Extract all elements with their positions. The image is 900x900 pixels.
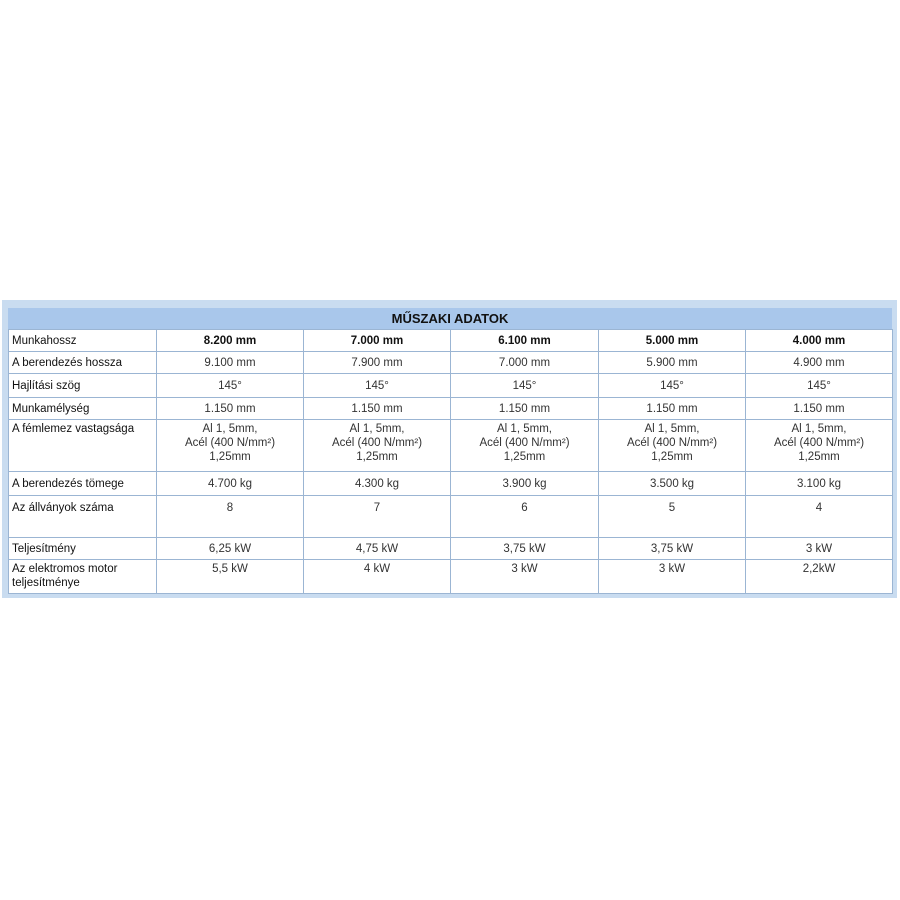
table-row <box>9 398 893 420</box>
cell-line: Acél (400 N/mm²) <box>331 437 423 449</box>
table-cell: 2,2kW <box>746 560 893 594</box>
label-line: teljesítménye <box>12 577 80 589</box>
cell-line: Al 1, 5mm, <box>497 423 552 435</box>
row-label: Munkamélység <box>9 398 157 420</box>
table-cell: 8 <box>157 496 304 538</box>
table-cell: 1.150 mm <box>746 398 893 420</box>
table-cell <box>157 420 304 472</box>
row-label: A fémlemez vastagsága <box>9 420 157 472</box>
table-row <box>9 420 893 472</box>
cell-line: 1,25mm <box>356 451 398 463</box>
cell-line: Acél (400 N/mm²) <box>626 437 718 449</box>
table-row <box>9 496 893 538</box>
table-cell: 4.700 kg <box>157 472 304 496</box>
table-cell: 1.150 mm <box>157 398 304 420</box>
table-row <box>9 560 893 594</box>
table-cell <box>599 420 746 472</box>
table-cell: 5.900 mm <box>599 352 746 374</box>
table-row <box>9 352 893 374</box>
row-label: Hajlítási szög <box>9 374 157 398</box>
row-label: Munkahossz <box>9 330 157 352</box>
table-cell: 145° <box>599 374 746 398</box>
row-label: A berendezés tömege <box>9 472 157 496</box>
table-cell: 145° <box>451 374 599 398</box>
specs-panel <box>2 300 897 598</box>
cell-line: Al 1, 5mm, <box>644 423 700 435</box>
table-cell: 4,75 kW <box>304 538 451 560</box>
table-cell: 1.150 mm <box>599 398 746 420</box>
header-cell: 4.000 mm <box>746 330 893 352</box>
row-label <box>9 560 157 594</box>
table-cell: 3.900 kg <box>451 472 599 496</box>
header-cell: 7.000 mm <box>304 330 451 352</box>
table-cell: 3 kW <box>746 538 893 560</box>
table-cell: 145° <box>304 374 451 398</box>
table-cell: 5 <box>599 496 746 538</box>
row-label: Teljesítmény <box>9 538 157 560</box>
table-cell: 6,25 kW <box>157 538 304 560</box>
table-cell <box>451 420 599 472</box>
table-cell: 9.100 mm <box>157 352 304 374</box>
table-cell: 4 <box>746 496 893 538</box>
table-cell: 5,5 kW <box>157 560 304 594</box>
row-label: Az állványok száma <box>9 496 157 538</box>
table-cell <box>304 420 451 472</box>
specs-table <box>8 329 893 594</box>
cell-line: 1,25mm <box>798 451 840 463</box>
cell-line: Al 1, 5mm, <box>349 423 405 435</box>
row-label: A berendezés hossza <box>9 352 157 374</box>
header-row <box>9 330 893 352</box>
cell-line: 1,25mm <box>503 451 546 463</box>
table-row <box>9 538 893 560</box>
table-cell: 145° <box>746 374 893 398</box>
table-title: MŰSZAKI ADATOK <box>8 308 892 329</box>
table-cell: 3 kW <box>451 560 599 594</box>
table-cell: 1.150 mm <box>304 398 451 420</box>
table-cell: 7.900 mm <box>304 352 451 374</box>
table-row <box>9 472 893 496</box>
cell-line: 1,25mm <box>209 451 251 463</box>
header-cell: 6.100 mm <box>451 330 599 352</box>
table-cell: 7 <box>304 496 451 538</box>
cell-line: Acél (400 N/mm²) <box>773 437 865 449</box>
header-cell: 8.200 mm <box>157 330 304 352</box>
cell-line: Al 1, 5mm, <box>791 423 847 435</box>
cell-line: Al 1, 5mm, <box>202 423 258 435</box>
label-line: Az elektromos motor <box>12 563 118 575</box>
table-row <box>9 374 893 398</box>
cell-line: Acél (400 N/mm²) <box>184 437 276 449</box>
table-cell: 145° <box>157 374 304 398</box>
cell-line: 1,25mm <box>651 451 693 463</box>
table-cell: 3,75 kW <box>451 538 599 560</box>
table-cell: 3,75 kW <box>599 538 746 560</box>
table-cell: 3.100 kg <box>746 472 893 496</box>
table-cell: 4 kW <box>304 560 451 594</box>
table-cell: 1.150 mm <box>451 398 599 420</box>
table-cell: 6 <box>451 496 599 538</box>
table-cell <box>746 420 893 472</box>
cell-line: Acél (400 N/mm²) <box>479 437 570 449</box>
header-cell: 5.000 mm <box>599 330 746 352</box>
table-cell: 3.500 kg <box>599 472 746 496</box>
table-cell: 3 kW <box>599 560 746 594</box>
table-cell: 4.900 mm <box>746 352 893 374</box>
table-cell: 7.000 mm <box>451 352 599 374</box>
table-cell: 4.300 kg <box>304 472 451 496</box>
